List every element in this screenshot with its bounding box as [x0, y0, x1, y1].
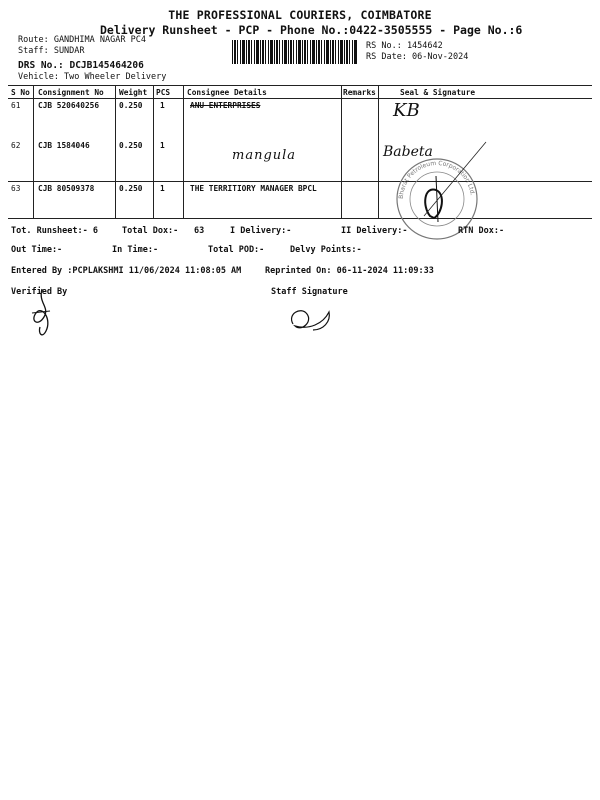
row-weight: 0.250: [119, 184, 143, 193]
row-consignee: ANU ENTERPRISES: [190, 101, 261, 110]
tot-runsheet: Tot. Runsheet:- 6: [11, 226, 98, 236]
col-divider: [153, 85, 154, 218]
out-time: Out Time:-: [11, 245, 63, 255]
col-divider: [341, 85, 342, 218]
row-sno: 62: [11, 141, 21, 150]
staff-signature-label: Staff Signature: [271, 287, 348, 297]
col-divider: [183, 85, 184, 218]
ii-delivery: II Delivery:-: [341, 226, 408, 236]
row-sno: 61: [11, 101, 21, 110]
row-consignee: THE TERRITIORY MANAGER BPCL: [190, 184, 317, 193]
row-consignee-handwritten: mangula: [232, 148, 297, 163]
barcode: [232, 40, 358, 64]
row-pcs: 1: [160, 184, 165, 193]
row-pcs: 1: [160, 141, 165, 150]
row-consignment: CJB 520640256: [38, 101, 100, 110]
table-bottom-border: [8, 218, 592, 219]
header-consignment-no: Consignment No: [38, 88, 104, 97]
header-remarks: Remarks: [343, 88, 376, 97]
col-divider: [115, 85, 116, 218]
row-weight: 0.250: [119, 101, 143, 110]
drs-number: DRS No.: DCJB145464206: [18, 60, 144, 71]
company-title: THE PROFESSIONAL COURIERS, COIMBATORE: [168, 8, 432, 22]
total-dox-label: Total Dox:-: [122, 226, 179, 236]
pen-stroke-line: [378, 140, 488, 220]
rs-date: RS Date: 06-Nov-2024: [366, 52, 469, 62]
staff-label: Staff: SUNDAR: [18, 46, 85, 56]
staff-signature-scribble: [283, 298, 343, 338]
table-top-border: [8, 85, 592, 86]
rtn-dox: RTN Dox:-: [458, 226, 505, 236]
table-header-border: [8, 98, 592, 99]
vehicle-label: Vehicle: Two Wheeler Delivery: [18, 72, 167, 82]
verified-by-label: Verified By: [11, 287, 68, 297]
signature-kb: KB: [393, 100, 420, 121]
svg-text:Bharat Petroleum Corporation L: Bharat Petroleum Corporation Ltd.: [397, 159, 476, 200]
header-weight: Weight: [119, 88, 148, 97]
total-pod: Total POD:-: [208, 245, 265, 255]
header-sno: S No: [11, 88, 30, 97]
header-pcs: PCS: [156, 88, 171, 97]
total-dox-value: 63: [194, 226, 205, 236]
row-weight: 0.250: [119, 141, 143, 150]
col-divider: [33, 85, 34, 218]
reprinted-on: Reprinted On: 06-11-2024 11:09:33: [265, 266, 434, 276]
i-delivery: I Delivery:-: [230, 226, 292, 236]
row-pcs: 1: [160, 101, 165, 110]
row-consignment: CJB 80509378: [38, 184, 95, 193]
route-label: Route: GANDHIMA NAGAR PC4: [18, 35, 146, 45]
row-divider: [8, 181, 592, 182]
signature-babeta: Babeta: [383, 144, 433, 160]
row-sno: 63: [11, 184, 21, 193]
header-seal-signature: Seal & Signature: [400, 88, 476, 97]
row-consignment: CJB 1584046: [38, 141, 90, 150]
delvy-points: Delvy Points:-: [290, 245, 362, 255]
header-consignee-details: Consignee Details: [187, 88, 267, 97]
runsheet-subtitle: Delivery Runsheet - PCP - Phone No.:0422-3505555 - Page No.:6: [100, 23, 523, 37]
verified-signature-scribble: [28, 283, 68, 343]
entered-by: Entered By :PCPLAKSHMI 11/06/2024 11:08:05 AM: [11, 266, 242, 276]
in-time: In Time:-: [112, 245, 159, 255]
rs-number: RS No.: 1454642: [366, 41, 443, 51]
